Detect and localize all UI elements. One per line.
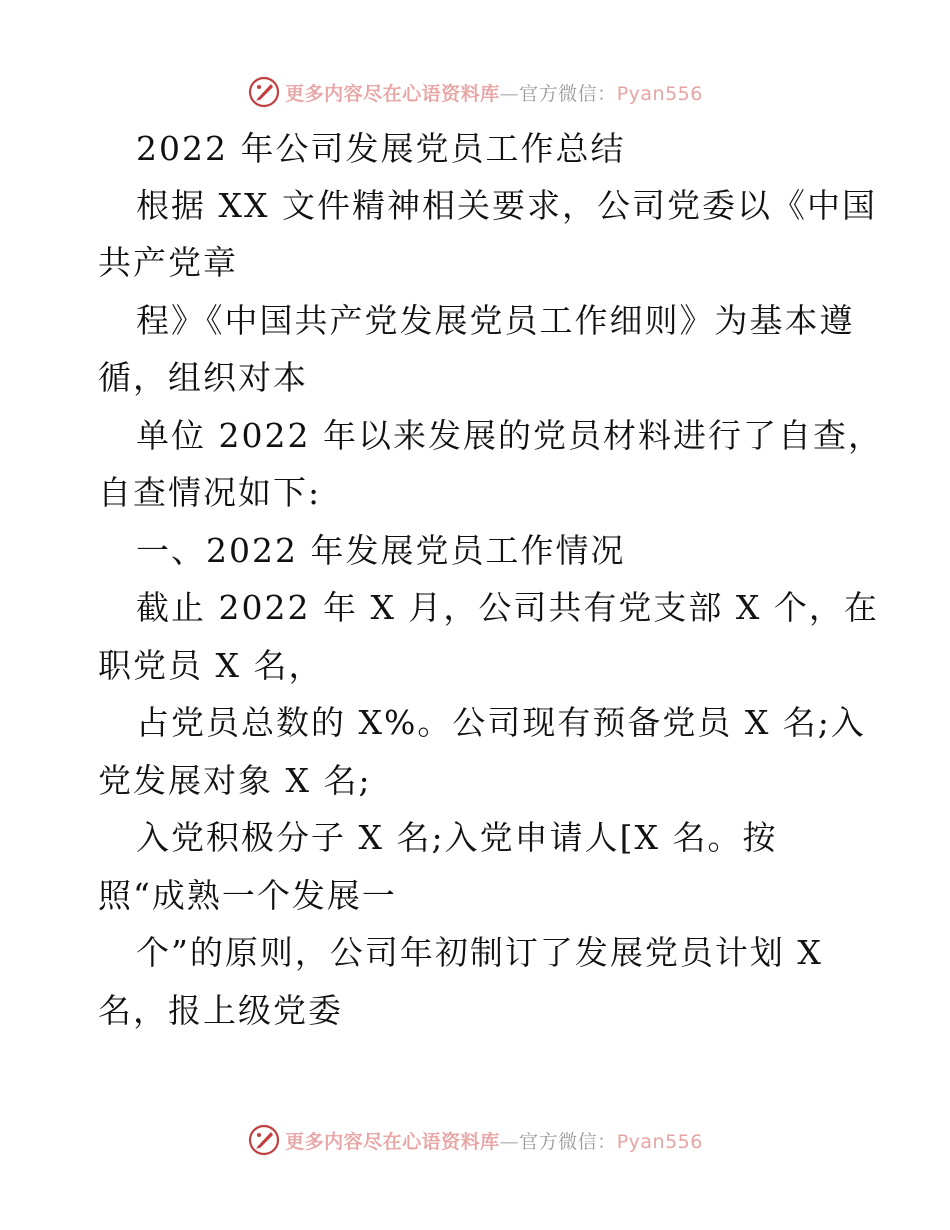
watermark-wechat-id: Pyan556 [616,1130,703,1153]
paragraph-line: 程》《中国共产党发展党员工作细则》为基本遵 [136,301,855,340]
paragraph-line: 截止 2022 年 X 月，公司共有党支部 X 个，在 [136,588,879,627]
watermark-sub-text: 官方微信： [519,1130,617,1153]
paragraph-line: 名，报上级党委 [98,991,343,1030]
paragraph-line: 照“成熟一个发展一 [98,876,397,915]
paragraph-line: 循，组织对本 [98,358,308,397]
document-title: 2022 年公司发展党员工作总结 [136,129,626,168]
paragraph-line: 单位 2022 年以来发展的党员材料进行了自查， [136,416,883,455]
header-watermark [0,72,950,112]
watermark-dash: — [499,82,520,105]
paragraph-line: 个”的原则，公司年初制订了发展党员计划 X [136,933,823,972]
watermark-main-text: 更多内容尽在心语资料库 [285,82,500,105]
watermark-sub-text: 官方微信： [519,82,617,105]
paragraph-line: 占党员总数的 X%。公司现有预备党员 X 名;入 [136,703,866,742]
paragraph-line: 职党员 X 名， [98,646,324,685]
paragraph-line: 共产党章 [98,243,238,282]
paragraph-line: 党发展对象 X 名; [98,761,372,800]
section-heading: 一、2022 年发展党员工作情况 [136,531,626,570]
watermark-dash: — [499,1130,520,1153]
paragraph-line: 根据 XX 文件精神相关要求，公司党委以《中国 [136,186,877,225]
watermark-wechat-id: Pyan556 [616,82,703,105]
watermark-main-text: 更多内容尽在心语资料库 [285,1130,500,1153]
quill-logo-icon [247,1123,281,1157]
paragraph-line: 入党积极分子 X 名;入党申请人[X 名。按 [136,818,778,857]
quill-logo-icon [247,75,281,109]
footer-watermark [0,1120,950,1160]
paragraph-line: 自查情况如下: [98,473,322,512]
